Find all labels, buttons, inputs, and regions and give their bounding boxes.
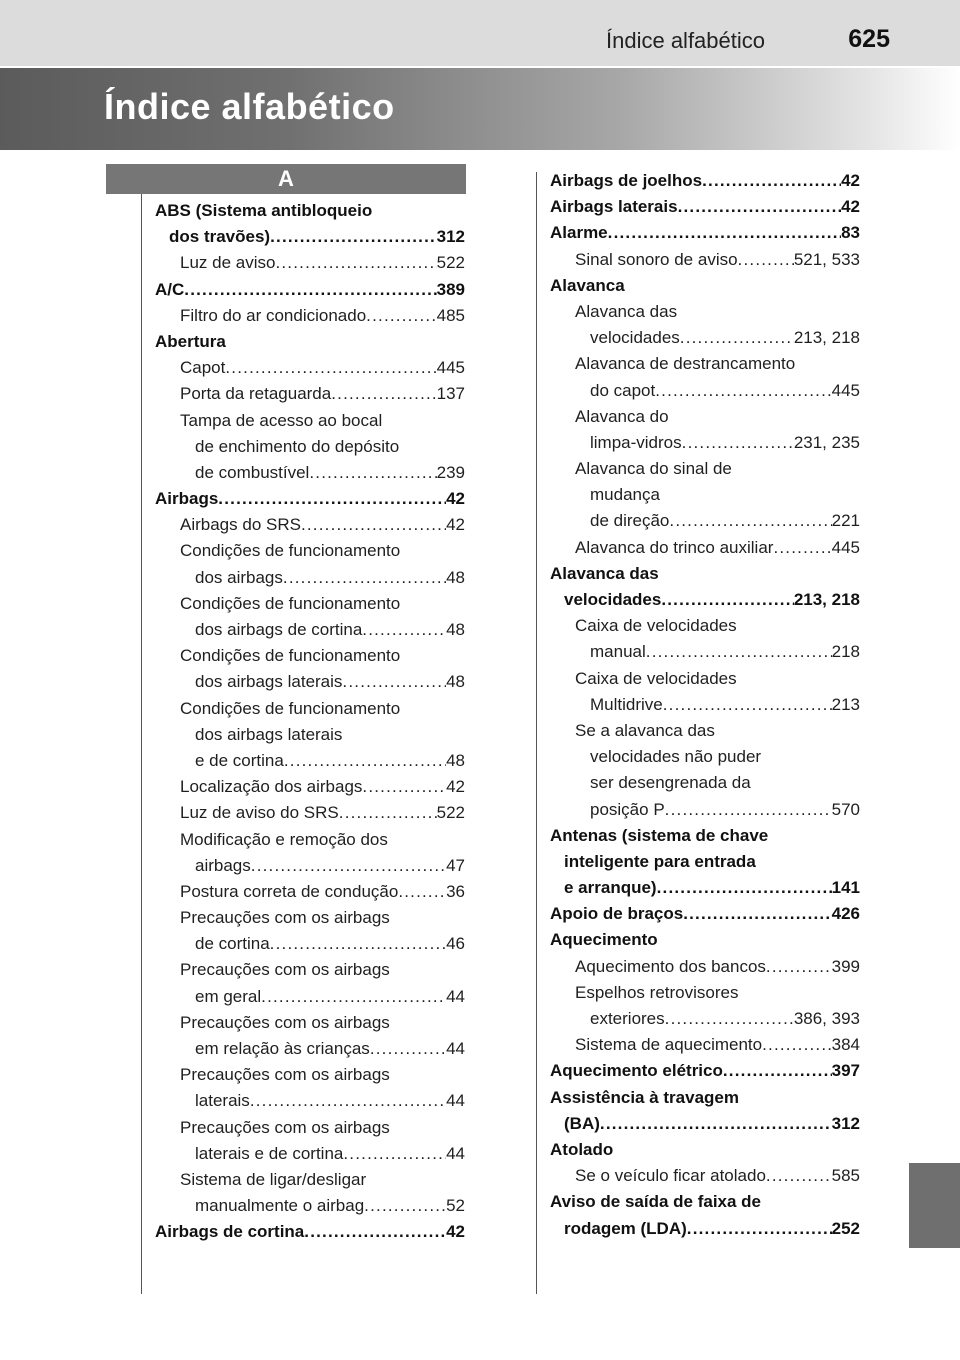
- index-entry: [155, 1167, 465, 1193]
- dot-leader: [309, 460, 436, 486]
- entry-term: dos airbags laterais: [195, 672, 343, 692]
- index-entry: [550, 508, 860, 534]
- entry-term: Multidrive: [590, 694, 663, 714]
- dot-leader: [663, 692, 832, 718]
- left-column-rule: [141, 194, 142, 1294]
- dot-leader: [284, 748, 446, 774]
- dot-leader: [343, 1141, 446, 1167]
- dot-leader: [678, 194, 842, 220]
- index-entry: [155, 512, 465, 538]
- dot-leader: [270, 224, 437, 250]
- entry-page-ref: 42: [446, 777, 465, 797]
- right-column-rule: [536, 172, 537, 1294]
- dot-leader: [250, 1088, 446, 1114]
- entry-page-ref: 522: [436, 803, 465, 823]
- index-entry: [550, 220, 860, 246]
- entry-page-ref: 445: [436, 358, 465, 378]
- index-entry: [155, 381, 465, 407]
- dot-leader: [665, 797, 832, 823]
- index-entry: [155, 591, 465, 617]
- running-header: [0, 0, 960, 66]
- entry-term: dos airbags: [195, 567, 283, 587]
- entry-term: Se o veículo ficar atolado: [575, 1166, 766, 1186]
- entry-page-ref: 48: [446, 750, 465, 770]
- index-entry: [155, 408, 465, 434]
- entry-term: dos airbags de cortina: [195, 620, 363, 639]
- entry-term: Sistema de ligar/desligar: [180, 1169, 367, 1189]
- entry-page-ref: 445: [831, 380, 860, 400]
- dot-leader: [261, 984, 446, 1010]
- index-entry: [155, 774, 465, 800]
- index-entry: [155, 905, 465, 931]
- dot-leader: [301, 512, 446, 538]
- dot-leader: [661, 587, 793, 613]
- dot-leader: [283, 565, 446, 591]
- entry-term: Airbags: [155, 489, 219, 509]
- entry-term: Antenas (sistema de chave: [550, 825, 769, 845]
- index-entry: [155, 1036, 465, 1062]
- dot-leader: [600, 1111, 832, 1137]
- index-entry: [155, 434, 465, 460]
- dot-leader: [331, 381, 436, 407]
- entry-term: de combustível: [195, 462, 310, 482]
- index-entry: [550, 273, 860, 299]
- entry-term: Alavanca das: [550, 563, 659, 583]
- entry-term: Precauções com os airbags: [180, 908, 390, 928]
- dot-leader: [364, 1193, 446, 1219]
- page-number: 625: [848, 25, 890, 53]
- index-entry: [550, 1216, 860, 1242]
- entry-term: Condições de funcionamento: [180, 698, 401, 718]
- index-entry: [155, 853, 465, 879]
- page-title: Índice alfabético: [104, 86, 395, 127]
- index-entry: [550, 666, 860, 692]
- entry-term: Alavanca de destrancamento: [575, 354, 796, 374]
- dot-leader: [762, 1032, 832, 1058]
- index-entry: [155, 1141, 465, 1167]
- index-entry: [550, 1006, 860, 1032]
- index-entry: [550, 1085, 860, 1111]
- entry-page-ref: 44: [446, 1143, 465, 1163]
- entry-term: Modificação e remoção dos: [180, 829, 388, 849]
- index-column-left: [155, 198, 465, 1246]
- index-entry: [155, 303, 465, 329]
- entry-page-ref: 141: [831, 878, 860, 898]
- index-entry: [550, 404, 860, 430]
- entry-term: Airbags laterais: [550, 197, 678, 217]
- index-entry: [155, 224, 465, 250]
- dot-leader: [275, 250, 436, 276]
- index-entry: [550, 849, 860, 875]
- entry-page-ref: 252: [831, 1218, 860, 1238]
- index-entry: [550, 1163, 860, 1189]
- dot-leader: [657, 875, 832, 901]
- entry-term: Abertura: [155, 331, 226, 351]
- index-entry: [550, 1137, 860, 1163]
- index-entry: [155, 538, 465, 564]
- dot-leader: [723, 1058, 832, 1084]
- dot-leader: [687, 1216, 832, 1242]
- index-entry: [550, 587, 860, 613]
- index-entry: [550, 797, 860, 823]
- dot-leader: [766, 1163, 832, 1189]
- index-entry: [155, 879, 465, 905]
- entry-term: limpa-vidros: [590, 432, 682, 452]
- index-entry: [155, 617, 465, 643]
- index-entry: [550, 561, 860, 587]
- entry-page-ref: 42: [841, 197, 860, 217]
- index-entry: [550, 823, 860, 849]
- entry-page-ref: 384: [831, 1035, 860, 1055]
- entry-page-ref: 42: [446, 515, 465, 535]
- entry-page-ref: 137: [436, 384, 465, 404]
- entry-page-ref: 42: [446, 1222, 465, 1242]
- index-entry: [550, 1058, 860, 1084]
- entry-page-ref: 522: [436, 253, 465, 273]
- entry-term: dos airbags laterais: [195, 724, 343, 744]
- index-entry: [550, 1032, 860, 1058]
- index-entry: [155, 1193, 465, 1219]
- index-entry: [550, 901, 860, 927]
- entry-term: do capot: [590, 380, 656, 400]
- entry-term: Caixa de velocidades: [575, 668, 737, 688]
- entry-term: Precauções com os airbags: [180, 1012, 390, 1032]
- entry-term: Alavanca do: [575, 406, 669, 426]
- index-entry: [155, 748, 465, 774]
- entry-term: A/C: [155, 279, 185, 299]
- entry-term: Precauções com os airbags: [180, 1065, 390, 1085]
- entry-page-ref: 42: [841, 171, 860, 190]
- entry-term: Condições de funcionamento: [180, 541, 401, 561]
- dot-leader: [362, 774, 446, 800]
- entry-page-ref: 83: [841, 223, 860, 243]
- entry-page-ref: 213, 218: [793, 328, 860, 348]
- index-entry: [155, 931, 465, 957]
- dot-leader: [225, 355, 436, 381]
- entry-term: Se a alavanca das: [575, 720, 715, 740]
- entry-page-ref: 312: [831, 1113, 860, 1133]
- dot-leader: [680, 325, 794, 351]
- entry-term: (BA): [564, 1113, 600, 1133]
- entry-page-ref: 48: [446, 620, 465, 639]
- entry-term: Atolado: [550, 1139, 614, 1159]
- entry-page-ref: 231, 235: [793, 432, 860, 452]
- entry-term: Alavanca: [550, 275, 625, 295]
- index-entry: [550, 535, 860, 561]
- entry-term: manual: [590, 642, 646, 662]
- entry-term: e arranque): [564, 878, 657, 898]
- entry-term: Airbags do SRS: [180, 515, 301, 535]
- entry-term: ser desengrenada da: [590, 773, 751, 793]
- entry-page-ref: 46: [446, 934, 465, 954]
- entry-page-ref: 44: [446, 1039, 465, 1058]
- entry-page-ref: 42: [446, 489, 465, 509]
- dot-leader: [370, 1036, 446, 1062]
- entry-term: Aquecimento elétrico: [550, 1061, 723, 1081]
- entry-page-ref: 389: [436, 279, 465, 299]
- entry-term: inteligente para entrada: [564, 851, 756, 871]
- entry-term: Luz de aviso do SRS: [180, 803, 339, 823]
- index-entry: [155, 460, 465, 486]
- dot-leader: [646, 639, 832, 665]
- entry-term: Precauções com os airbags: [180, 960, 390, 980]
- index-entry: [155, 1219, 465, 1245]
- entry-term: Porta da retaguarda: [180, 384, 332, 404]
- entry-page-ref: 221: [831, 511, 860, 531]
- index-entry: [550, 325, 860, 351]
- entry-page-ref: 36: [446, 881, 465, 901]
- entry-term: rodagem (LDA): [564, 1218, 687, 1238]
- entry-page-ref: 386, 393: [793, 1009, 860, 1028]
- entry-term: de enchimento do depósito: [195, 436, 400, 456]
- dot-leader: [184, 277, 436, 303]
- dot-leader: [702, 168, 841, 194]
- index-entry: [155, 250, 465, 276]
- entry-term: em relação às crianças: [195, 1039, 370, 1058]
- index-entry: [550, 456, 860, 482]
- entry-term: Condições de funcionamento: [180, 646, 401, 666]
- index-entry: [155, 957, 465, 983]
- entry-term: Alavanca do trinco auxiliar: [575, 537, 774, 557]
- header-title: Índice alfabético: [606, 28, 765, 53]
- index-entry: [550, 168, 860, 194]
- entry-page-ref: 44: [446, 986, 465, 1006]
- dot-leader: [665, 1006, 794, 1032]
- index-entry: [155, 1115, 465, 1141]
- entry-page-ref: 239: [436, 462, 465, 482]
- index-entry: [550, 194, 860, 220]
- entry-term: Aquecimento dos bancos: [575, 956, 766, 976]
- index-entry: [550, 875, 860, 901]
- entry-term: ABS (Sistema antibloqueio: [155, 201, 373, 220]
- entry-page-ref: 485: [436, 305, 465, 325]
- index-entry: [550, 744, 860, 770]
- index-entry: [155, 355, 465, 381]
- index-entry: [550, 718, 860, 744]
- section-thumb-tab: [909, 1163, 960, 1248]
- entry-page-ref: 397: [831, 1061, 860, 1081]
- index-entry: [155, 277, 465, 303]
- index-entry: [155, 486, 465, 512]
- entry-term: Precauções com os airbags: [180, 1117, 390, 1137]
- entry-term: e de cortina: [195, 750, 284, 770]
- dot-leader: [773, 535, 831, 561]
- dot-leader: [339, 800, 437, 826]
- entry-page-ref: 218: [831, 642, 860, 662]
- index-entry: [550, 692, 860, 718]
- entry-term: Alavanca do sinal de: [575, 459, 732, 479]
- dot-leader: [218, 486, 446, 512]
- index-entry: [155, 827, 465, 853]
- index-entry: [550, 378, 860, 404]
- dot-leader: [669, 508, 831, 534]
- dot-leader: [304, 1219, 446, 1245]
- entry-page-ref: 521, 533: [793, 249, 860, 269]
- index-entry: [155, 198, 465, 224]
- index-entry: [550, 770, 860, 796]
- index-entry: [550, 430, 860, 456]
- title-banner: [0, 68, 960, 150]
- dot-leader: [655, 378, 831, 404]
- entry-term: velocidades: [564, 590, 662, 609]
- entry-term: Sinal sonoro de aviso: [575, 249, 738, 269]
- entry-page-ref: 48: [446, 672, 465, 692]
- index-entry: [550, 1111, 860, 1137]
- entry-term: Caixa de velocidades: [575, 616, 737, 636]
- index-entry: [550, 247, 860, 273]
- index-entry: [155, 329, 465, 355]
- dot-leader: [362, 617, 446, 643]
- entry-term: velocidades: [590, 328, 680, 348]
- entry-term: laterais: [195, 1091, 250, 1111]
- entry-term: Tampa de acesso ao bocal: [180, 410, 383, 430]
- entry-term: Alavanca das: [575, 301, 678, 321]
- index-entry: [155, 722, 465, 748]
- entry-page-ref: 48: [446, 567, 465, 587]
- entry-term: Airbags de joelhos: [550, 171, 703, 190]
- dot-leader: [608, 220, 841, 246]
- dot-leader: [683, 901, 831, 927]
- entry-term: Espelhos retrovisores: [575, 982, 739, 1002]
- entry-page-ref: 445: [831, 537, 860, 557]
- index-entry: [550, 980, 860, 1006]
- index-entry: [550, 351, 860, 377]
- entry-term: Aviso de saída de faixa de: [550, 1192, 762, 1212]
- entry-term: Aquecimento: [550, 930, 658, 950]
- entry-page-ref: 44: [446, 1091, 465, 1111]
- entry-term: laterais e de cortina: [195, 1143, 344, 1163]
- entry-term: Apoio de braços: [550, 904, 684, 924]
- entry-term: velocidades não puder: [590, 747, 762, 767]
- entry-term: Capot: [180, 358, 226, 378]
- dot-leader: [342, 669, 446, 695]
- entry-term: em geral: [195, 986, 262, 1006]
- entry-term: posição P: [590, 799, 665, 819]
- entry-term: mudança: [590, 485, 660, 505]
- entry-page-ref: 52: [446, 1196, 465, 1216]
- entry-term: Assistência à travagem: [550, 1087, 739, 1107]
- index-entry: [550, 927, 860, 953]
- entry-page-ref: 213, 218: [793, 590, 860, 609]
- index-entry: [155, 800, 465, 826]
- entry-term: dos travões): [169, 227, 271, 247]
- dot-leader: [251, 853, 446, 879]
- entry-term: de cortina: [195, 934, 270, 954]
- entry-term: Filtro do ar condicionado: [180, 305, 367, 325]
- dot-leader: [682, 430, 794, 456]
- entry-term: manualmente o airbag: [195, 1196, 365, 1216]
- section-letter: A: [106, 164, 466, 194]
- dot-leader: [766, 954, 832, 980]
- index-entry: [550, 299, 860, 325]
- entry-term: Condições de funcionamento: [180, 593, 401, 613]
- entry-page-ref: 399: [831, 956, 860, 976]
- index-entry: [155, 565, 465, 591]
- entry-page-ref: 426: [831, 904, 860, 924]
- entry-page-ref: 47: [446, 855, 465, 875]
- entry-page-ref: 213: [831, 694, 860, 714]
- entry-term: Sistema de aquecimento: [575, 1035, 763, 1055]
- entry-term: Postura correta de condução: [180, 881, 399, 901]
- dot-leader: [398, 879, 446, 905]
- entry-term: Airbags de cortina: [155, 1222, 305, 1242]
- dot-leader: [738, 247, 794, 273]
- index-entry: [155, 1010, 465, 1036]
- entry-term: Alarme: [550, 223, 608, 243]
- index-entry: [155, 1088, 465, 1114]
- index-entry: [550, 613, 860, 639]
- index-entry: [155, 984, 465, 1010]
- index-column-right: [550, 168, 860, 1242]
- entry-term: exteriores: [590, 1009, 665, 1028]
- entry-page-ref: 585: [831, 1166, 860, 1186]
- entry-term: de direção: [590, 511, 670, 531]
- entry-page-ref: 570: [831, 799, 860, 819]
- entry-term: airbags: [195, 855, 251, 875]
- entry-page-ref: 312: [436, 227, 465, 247]
- index-entry: [550, 482, 860, 508]
- index-entry: [550, 1189, 860, 1215]
- index-entry: [155, 669, 465, 695]
- dot-leader: [366, 303, 436, 329]
- entry-term: Localização dos airbags: [180, 777, 363, 797]
- dot-leader: [270, 931, 446, 957]
- index-entry: [550, 954, 860, 980]
- index-entry: [550, 639, 860, 665]
- index-entry: [155, 1062, 465, 1088]
- index-entry: [155, 696, 465, 722]
- index-entry: [155, 643, 465, 669]
- entry-term: Luz de aviso: [180, 253, 276, 273]
